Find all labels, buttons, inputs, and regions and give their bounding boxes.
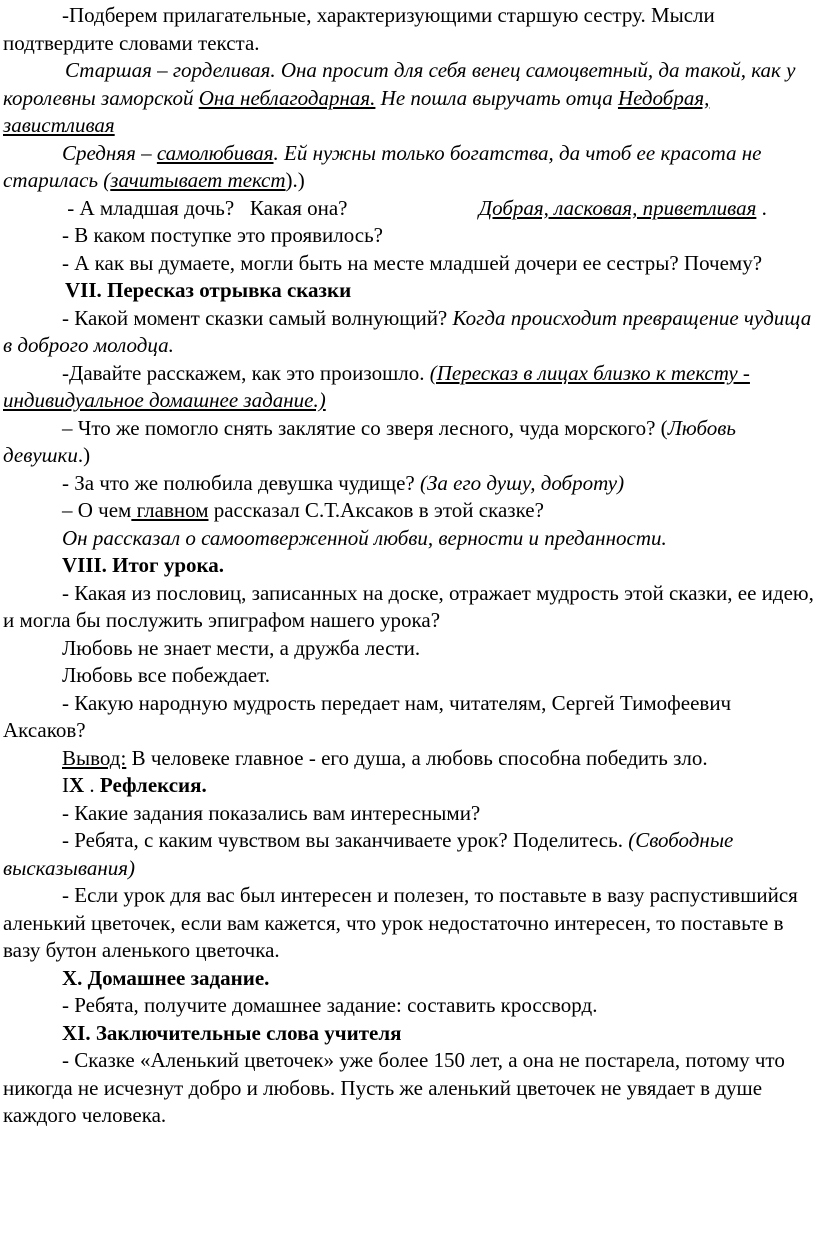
- text-run: .): [77, 443, 91, 467]
- heading-text: VII. Пересказ отрывка сказки: [65, 278, 352, 302]
- heading-text: X. Домашнее задание.: [62, 965, 270, 990]
- paragraph-text: Любовь не знает мести, а дружба лести.: [62, 635, 421, 660]
- italic-answer: (За его душу, доброту): [420, 470, 625, 495]
- paragraph-text: - А как вы думаете, могли быть на месте младшей дочери ее сестры? Почему?: [62, 250, 763, 275]
- underlined-answer: (Пересказ в лицах близко к тексту - индивидуальное домашнее задание.): [3, 360, 750, 412]
- paragraph-tasks-question: [3, 800, 814, 828]
- paragraph-proverb-1: [3, 635, 814, 663]
- paragraph-exciting-moment: [3, 305, 814, 360]
- text-run: Не пошла выручать отца: [375, 85, 618, 110]
- paragraph-wisdom-question: [3, 690, 814, 745]
- heading-section-11: [3, 1020, 814, 1048]
- text-run: .: [84, 773, 100, 797]
- question-text: - Какой момент сказки самый волнующий?: [62, 305, 453, 330]
- underlined-text: Вывод:: [62, 745, 127, 770]
- text-run: ).): [285, 168, 305, 192]
- text-run: домашнее задание: составить кроссворд.: [226, 993, 598, 1017]
- paragraph-proverb-question: [3, 580, 814, 635]
- paragraph-sisters-question: [3, 250, 814, 278]
- paragraph-vase-instruction: [3, 882, 814, 965]
- italic-answer: Любовь девушки: [3, 415, 736, 467]
- paragraph-closing-words: [3, 1047, 814, 1130]
- paragraph-conclusion: [3, 745, 814, 773]
- text-run: В человеке главное - его душа, а любовь способна победить зло.: [126, 745, 708, 770]
- question-text: - За что же полюбила девушка чудище?: [62, 470, 421, 495]
- heading-section-7: [3, 277, 814, 305]
- text-run: I: [62, 773, 69, 797]
- text-run: - Ребята, получите: [62, 993, 227, 1017]
- underlined-text: главном: [131, 498, 209, 522]
- paragraph-deed-question: [3, 222, 814, 250]
- text-run: .: [756, 195, 767, 220]
- paragraph-middle-sister: [3, 140, 814, 195]
- paragraph-proverb-2: [3, 662, 814, 690]
- paragraph-text: -Подберем прилагательные, характеризующими старшую сестру. Мысли подтвердите словами текста.: [3, 3, 715, 55]
- heading-section-10: [3, 965, 814, 993]
- paragraph-older-sister-task: [3, 0, 814, 57]
- paragraph-main-question: [3, 497, 814, 525]
- paragraph-feelings-question: [3, 827, 814, 882]
- underlined-answer: Добрая, ласковая, приветливая: [478, 195, 757, 220]
- paragraph-love-question: [3, 470, 814, 498]
- text-run: рассказал С.Т.Аксаков в этой сказке?: [208, 498, 544, 522]
- italic-answer: Когда происходит превращение чудища в доброго молодца.: [3, 305, 812, 357]
- question-text: -Давайте расскажем, как это произошло.: [62, 360, 430, 385]
- text-run: . Ей нужны только богатства, да чтоб ее красота не старилась (: [3, 140, 762, 192]
- paragraph-text: - В каком поступке это проявилось?: [62, 223, 383, 247]
- underlined-text: Недобрая, завистливая: [3, 85, 710, 137]
- paragraph-text: Любовь все побеждает.: [62, 663, 270, 687]
- underlined-text: самолюбивая: [156, 140, 274, 165]
- italic-answer: Он рассказал о самоотверженной любви, верности и преданности.: [62, 525, 667, 550]
- underlined-text: Она неблагодарная.: [198, 85, 376, 110]
- underlined-text: зачитывает текст: [110, 168, 286, 192]
- heading-section-8: [3, 552, 814, 580]
- text-run: Старшая – горделивая. Она просит для себя венец самоцветный, да такой, как у королевны заморской: [3, 58, 796, 110]
- text-run: – О чем: [62, 498, 132, 522]
- heading-text: VIII. Итог урока.: [62, 553, 225, 577]
- heading-section-9: [3, 772, 814, 800]
- heading-text: XI. Заключительные слова учителя: [62, 1020, 402, 1045]
- paragraph-text: - Сказке «Аленький цветочек» уже более 150 лет, а она не постарела, потому что никогда не исчезнут добро и любовь. Пусть же аленький цветочек не увядает в душе каждого человека.: [3, 1048, 785, 1127]
- paragraph-main-answer: [3, 525, 814, 553]
- paragraph-older-sister-answer: [3, 57, 814, 140]
- paragraph-retelling: [3, 360, 814, 415]
- question-text: - Ребята, с каким чувством вы заканчиваете урок? Поделитесь.: [62, 828, 629, 852]
- paragraph-text: - Какую народную мудрость передает нам, читателям, Сергей Тимофеевич Аксаков?: [3, 690, 732, 742]
- paragraph-text: - Какие задания показались вам интересными?: [62, 800, 481, 825]
- italic-answer: (Свободные высказывания): [3, 828, 734, 880]
- paragraph-spell-question: [3, 415, 814, 470]
- paragraph-younger-daughter: [3, 195, 814, 223]
- paragraph-text: - Если урок для вас был интересен и полезен, то поставьте в вазу распустившийся аленький цветочек, если вам кажется, что урок недостаточно интересен, то поставьте в вазу бутон аленького цветочка.: [3, 883, 798, 962]
- paragraph-homework: [3, 992, 814, 1020]
- heading-text: Рефлексия.: [99, 773, 207, 797]
- question-text: - А младшая дочь? Какая она?: [62, 195, 479, 220]
- text-run: X: [69, 773, 85, 797]
- text-run: Средняя –: [62, 140, 157, 165]
- paragraph-text: - Какая из пословиц, записанных на доске, отражает мудрость этой сказки, ее идею, и могла бы послужить эпиграфом нашего урока?: [3, 580, 814, 632]
- question-text: – Что же помогло снять заклятие со зверя лесного, чуда морского? (: [62, 415, 668, 440]
